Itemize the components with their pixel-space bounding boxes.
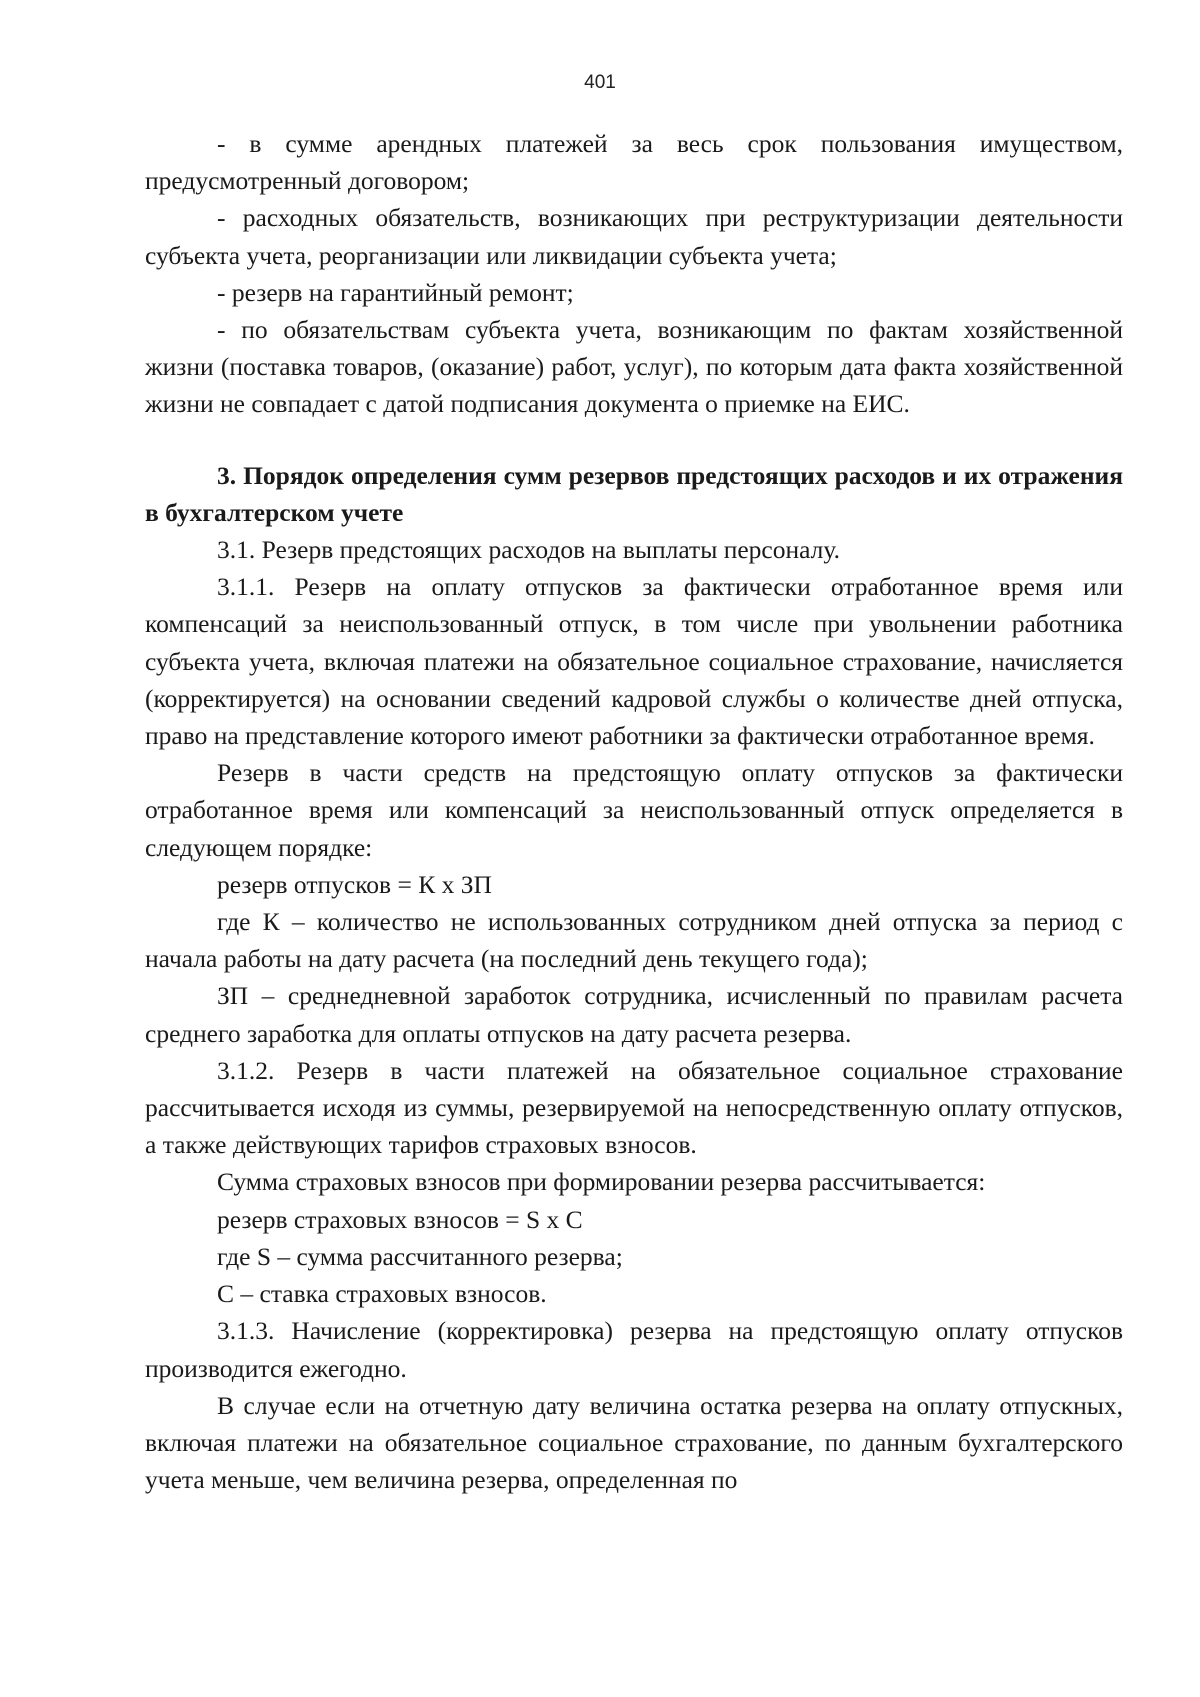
formula-definition-c: С – ставка страховых взносов. xyxy=(217,1279,547,1309)
paragraph-3-1-3: 3.1.3. Начисление (корректировка) резерва на предстоящую оплату отпусков производится ежегодно. xyxy=(145,1316,1123,1383)
list-item-restructuring-obligations: - расходных обязательств, возникающих при реструктуризации деятельности субъекта учета, реорганизации или ликвидации субъекта учета; xyxy=(145,203,1123,270)
paragraph-3-1-2: 3.1.2. Резерв в части платежей на обязательное социальное страхование рассчитывается исходя из суммы, резервируемой на непосредственную оплату отпусков, а также действующих тарифов страховых взносов. xyxy=(145,1055,1123,1160)
document-body xyxy=(145,125,1123,1498)
list-item-warranty-reserve: - резерв на гарантийный ремонт; xyxy=(217,277,574,307)
list-item-economic-facts: - по обязательствам субъекта учета, возникающим по фактам хозяйственной жизни (поставка товаров, (оказание) работ, услуг), по которым дата факта хозяйственной жизни не совпадает с датой подписания документа о приемке на ЕИС. xyxy=(145,315,1123,419)
formula-definition-k: где К – количество не использованных сотрудником дней отпуска за период с начала работы на дату расчета (на последний день текущего года); xyxy=(145,907,1123,974)
paragraph-insurance-sum: Сумма страховых взносов при формировании резерва рассчитывается: xyxy=(217,1167,986,1197)
formula-definition-s: где S – сумма рассчитанного резерва; xyxy=(217,1241,623,1271)
section-heading: 3. Порядок определения сумм резервов предстоящих расходов и их отражения в бухгалтерском учете xyxy=(145,460,1123,527)
formula-insurance-reserve: резерв страховых взносов = S х С xyxy=(217,1204,583,1234)
paragraph-3-1-1: 3.1.1. Резерв на оплату отпусков за фактически отработанное время или компенсаций за неиспользованный отпуск, в том числе при увольнении работника субъекта учета, включая платежи на обязательное социальное страхование, начисляется (корректируется) на основании сведений кадровой службы о количестве дней отпуска, право на представление которого имеют работники за фактически отработанное время. xyxy=(145,572,1123,751)
page-number: 401 xyxy=(584,72,616,93)
formula-vacation-reserve: резерв отпусков = К х ЗП xyxy=(217,869,492,899)
list-item-lease-payments: - в сумме арендных платежей за весь срок пользования имуществом, предусмотренный договором; xyxy=(145,129,1123,196)
formula-definition-zp: ЗП – среднедневной заработок сотрудника, исчисленный по правилам расчета среднего заработка для оплаты отпусков на дату расчета резерва. xyxy=(145,981,1123,1048)
paragraph-3-1: 3.1. Резерв предстоящих расходов на выплаты персоналу. xyxy=(217,535,840,565)
paragraph-reporting-date: В случае если на отчетную дату величина остатка резерва на оплату отпускных, включая платежи на обязательное социальное страхование, по данным бухгалтерского учета меньше, чем величина резерва, определенная по xyxy=(145,1390,1123,1495)
paragraph-vacation-reserve-order: Резерв в части средств на предстоящую оплату отпусков за фактически отработанное время или компенсаций за неиспользованный отпуск определяется в следующем порядке: xyxy=(145,758,1123,862)
